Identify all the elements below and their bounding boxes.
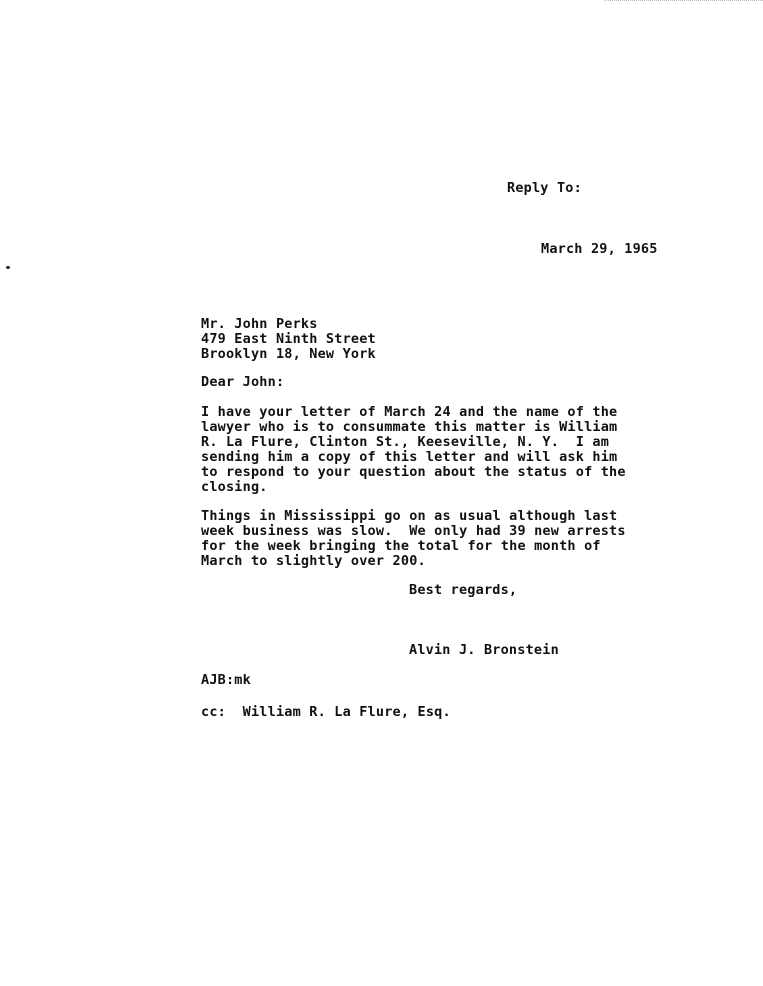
letter-date: March 29, 1965 xyxy=(541,241,658,257)
paragraph2-line: Things in Mississippi go on as usual although last xyxy=(201,508,618,524)
salutation: Dear John: xyxy=(201,374,285,390)
recipient-city: Brooklyn 18, New York xyxy=(201,346,376,362)
paragraph1-line: I have your letter of March 24 and the name of the xyxy=(201,404,618,420)
paragraph1-line: sending him a copy of this letter and will ask him xyxy=(201,449,618,465)
reply-to: Reply To: xyxy=(507,180,582,196)
cc-line: cc: William R. La Flure, Esq. xyxy=(201,704,451,720)
paragraph1-line: closing. xyxy=(201,479,268,495)
initials: AJB:mk xyxy=(201,672,251,688)
signer-name: Alvin J. Bronstein xyxy=(409,642,559,658)
paragraph2-line: week business was slow. We only had 39 new arrests xyxy=(201,523,626,539)
recipient-name: Mr. John Perks xyxy=(201,316,318,332)
top-edge-mark xyxy=(604,0,763,2)
scan-speck xyxy=(6,266,10,269)
paragraph2-line: March to slightly over 200. xyxy=(201,553,426,569)
paragraph2-line: for the week bringing the total for the month of xyxy=(201,538,601,554)
paragraph1-line: R. La Flure, Clinton St., Keeseville, N. Y. I am xyxy=(201,434,610,450)
closing: Best regards, xyxy=(409,582,518,598)
recipient-street: 479 East Ninth Street xyxy=(201,331,376,347)
paragraph1-line: to respond to your question about the status of the xyxy=(201,464,626,480)
paragraph1-line: lawyer who is to consummate this matter is William xyxy=(201,419,618,435)
